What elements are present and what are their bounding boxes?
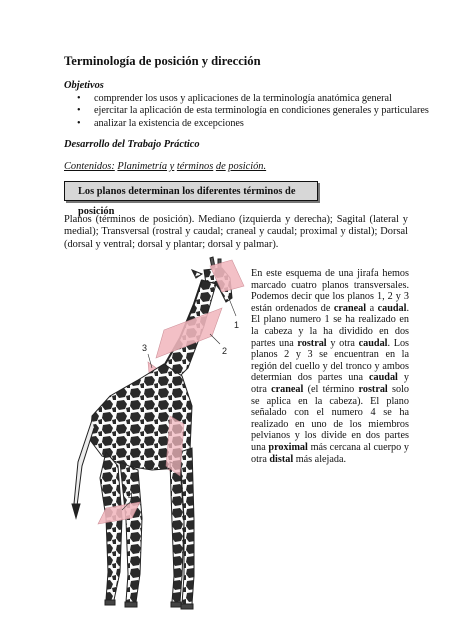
contents-word: de [215, 161, 226, 172]
plane-label-4: 4 [128, 491, 134, 501]
description-text: En este esquema de una jirafa hemos marcado cuatro planos transversales. Podemos decir que los planos 1, 2 y 3 están ordenados de [251, 268, 409, 314]
objectives-list [64, 93, 429, 130]
planes-paragraph: Planos (términos de posición). Mediano (izquierda y derecha); Sagital (lateral y medial); Transversal (rostral y caudal; craneal y caudal; proximal y distal); Dorsal (dorsal y ventral; dorsal y plantar; dorsal y palmar). [64, 214, 408, 250]
objective-item: • analizar la existencia de excepciones [64, 118, 429, 130]
objective-item: • ejercitar la aplicación de esta terminología en condiciones generales y particulares [64, 105, 429, 117]
term-distal: distal [269, 453, 294, 465]
contents-line [64, 161, 266, 172]
objectives-heading: Objetivos [64, 80, 104, 91]
description-text: más alejada. [295, 453, 347, 465]
description-text: . El plano numero 1 se ha realizado en la cabeza y la ha dividido en dos partes una [251, 302, 410, 349]
term-craneal: craneal [271, 383, 304, 395]
term-proximal: proximal [268, 441, 308, 453]
term-caudal: caudal [358, 337, 388, 349]
plane-label-1: 1 [234, 320, 240, 330]
description-text: más cercana al cuerpo y otra [251, 441, 410, 465]
term-craneal: craneal [333, 302, 367, 314]
figure-description [251, 268, 409, 465]
plane-label-2: 2 [222, 346, 228, 356]
contents-label: Contenidos: [64, 161, 115, 172]
term-rostral: rostral [358, 383, 388, 395]
giraffe-figure [60, 256, 246, 620]
objective-item: • comprender los usos y aplicaciones de la terminología anatómica general [64, 93, 429, 105]
description-text: y otra [330, 337, 355, 349]
development-heading: Desarrollo del Trabajo Práctico [64, 139, 200, 150]
section-heading-box: Los planos determinan los diferentes términos de posición [64, 181, 318, 201]
contents-word: términos [176, 161, 214, 172]
contents-word: Planimetría [117, 161, 168, 172]
page-title: Terminología de posición y dirección [64, 54, 261, 68]
giraffe-illustration [72, 257, 232, 609]
description-text: . Los planos 2 y 3 se encuentran en la región del cuello y del tronco y ambos determian dos partes una [251, 337, 410, 384]
contents-word: posición. [228, 161, 267, 172]
contents-word: y [169, 161, 175, 172]
description-text: (el término [307, 383, 355, 395]
description-text: a [369, 302, 375, 314]
term-caudal: caudal [369, 372, 398, 384]
description-text: solo se aplica en la cabeza). El plano señalado con el numero 4 se ha realizado en uno de los miembros pelvianos y los divide en dos partes una [251, 383, 409, 453]
plane-label-3: 3 [142, 343, 148, 353]
term-rostral: rostral [297, 337, 327, 349]
description-text: y otra [251, 372, 410, 395]
term-caudal: caudal [377, 302, 407, 314]
